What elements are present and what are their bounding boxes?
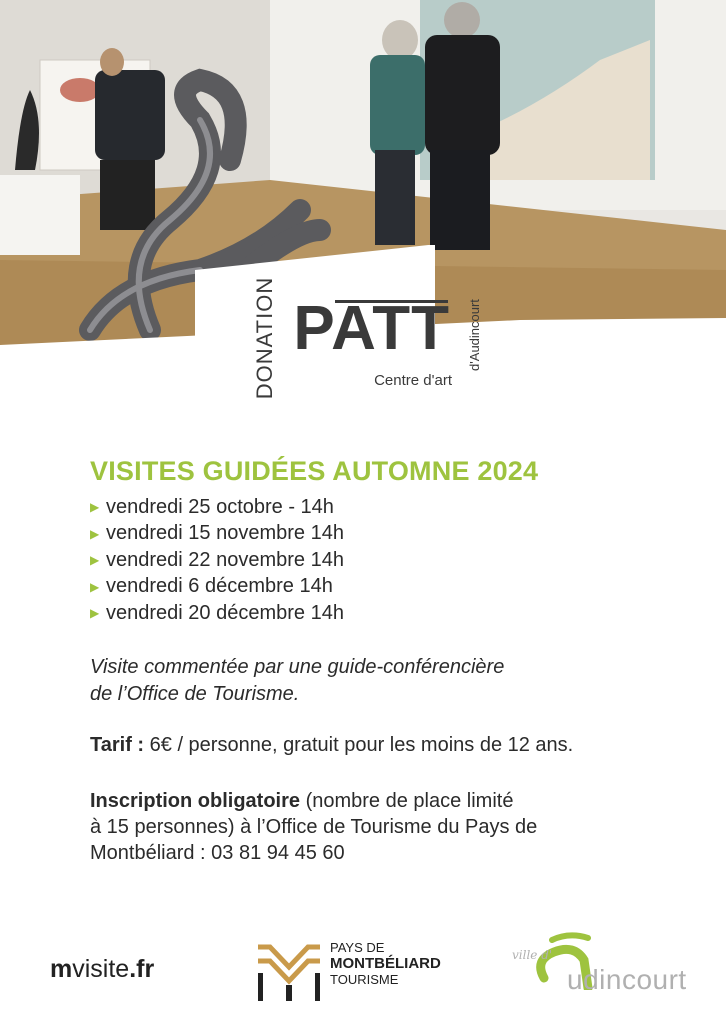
date-text: vendredi 22 novembre 14h bbox=[106, 548, 344, 571]
mvisite-fr: .fr bbox=[129, 955, 155, 983]
pm-line-3: TOURISME bbox=[330, 972, 399, 987]
date-item bbox=[90, 521, 344, 548]
bullet-arrow-icon: ▶ bbox=[90, 606, 100, 621]
page-title: VISITES GUIDÉES AUTOMNE 2024 bbox=[90, 456, 539, 486]
logo-patt-text: PATT bbox=[293, 294, 450, 363]
bullet-arrow-icon: ▶ bbox=[90, 526, 100, 541]
date-text: vendredi 15 novembre 14h bbox=[106, 522, 344, 545]
date-item bbox=[90, 600, 344, 627]
bullet-arrow-icon: ▶ bbox=[90, 579, 100, 594]
date-item bbox=[90, 494, 344, 521]
aud-ville-text: ville d' bbox=[512, 948, 553, 962]
inscription-paragraph bbox=[90, 788, 690, 866]
logo-donation-text: DONATION bbox=[252, 276, 277, 400]
pm-text-block bbox=[330, 940, 441, 988]
inscription-line-2: à 15 personnes) à l’Office de Tourisme du Pays de bbox=[90, 816, 538, 838]
bullet-arrow-icon: ▶ bbox=[90, 500, 100, 515]
ville-audincourt-logo bbox=[512, 930, 712, 1005]
inscription-label: Inscription obligatoire bbox=[90, 790, 301, 812]
pm-line-2: MONTBÉLIARD bbox=[330, 955, 441, 972]
visite-description bbox=[90, 654, 690, 708]
date-text: vendredi 25 octobre - 14h bbox=[106, 495, 334, 518]
logo-audincourt-text: d'Audincourt bbox=[467, 299, 482, 371]
pm-line-1: PAYS DE bbox=[330, 940, 385, 955]
mvisite-word: visite bbox=[72, 955, 130, 983]
tarif-paragraph bbox=[90, 734, 710, 757]
visite-line-1: Visite commentée par une guide-conférencière bbox=[90, 656, 505, 678]
mvisite-logo bbox=[50, 955, 154, 984]
dates-list bbox=[90, 494, 344, 627]
date-text: vendredi 6 décembre 14h bbox=[106, 575, 333, 598]
date-item bbox=[90, 547, 344, 574]
visite-line-2: de l’Office de Tourisme. bbox=[90, 683, 300, 705]
inscription-line-3: Montbéliard : 03 81 94 45 60 bbox=[90, 842, 345, 864]
date-item bbox=[90, 574, 344, 601]
bullet-arrow-icon: ▶ bbox=[90, 553, 100, 568]
montbeliard-m-icon bbox=[256, 937, 322, 1003]
aud-name-text: udincourt bbox=[567, 964, 687, 995]
mvisite-m: m bbox=[50, 955, 73, 983]
donation-patt-logo bbox=[240, 270, 480, 415]
logo-centre-text: Centre d'art bbox=[374, 372, 452, 389]
tarif-label: Tarif : bbox=[90, 734, 145, 756]
tarif-text: 6€ / personne, gratuit pour les moins de 12 ans. bbox=[144, 734, 574, 756]
date-text: vendredi 20 décembre 14h bbox=[106, 601, 344, 624]
pays-montbeliard-logo bbox=[256, 935, 466, 1005]
inscription-line-1: (nombre de place limité bbox=[300, 790, 514, 812]
